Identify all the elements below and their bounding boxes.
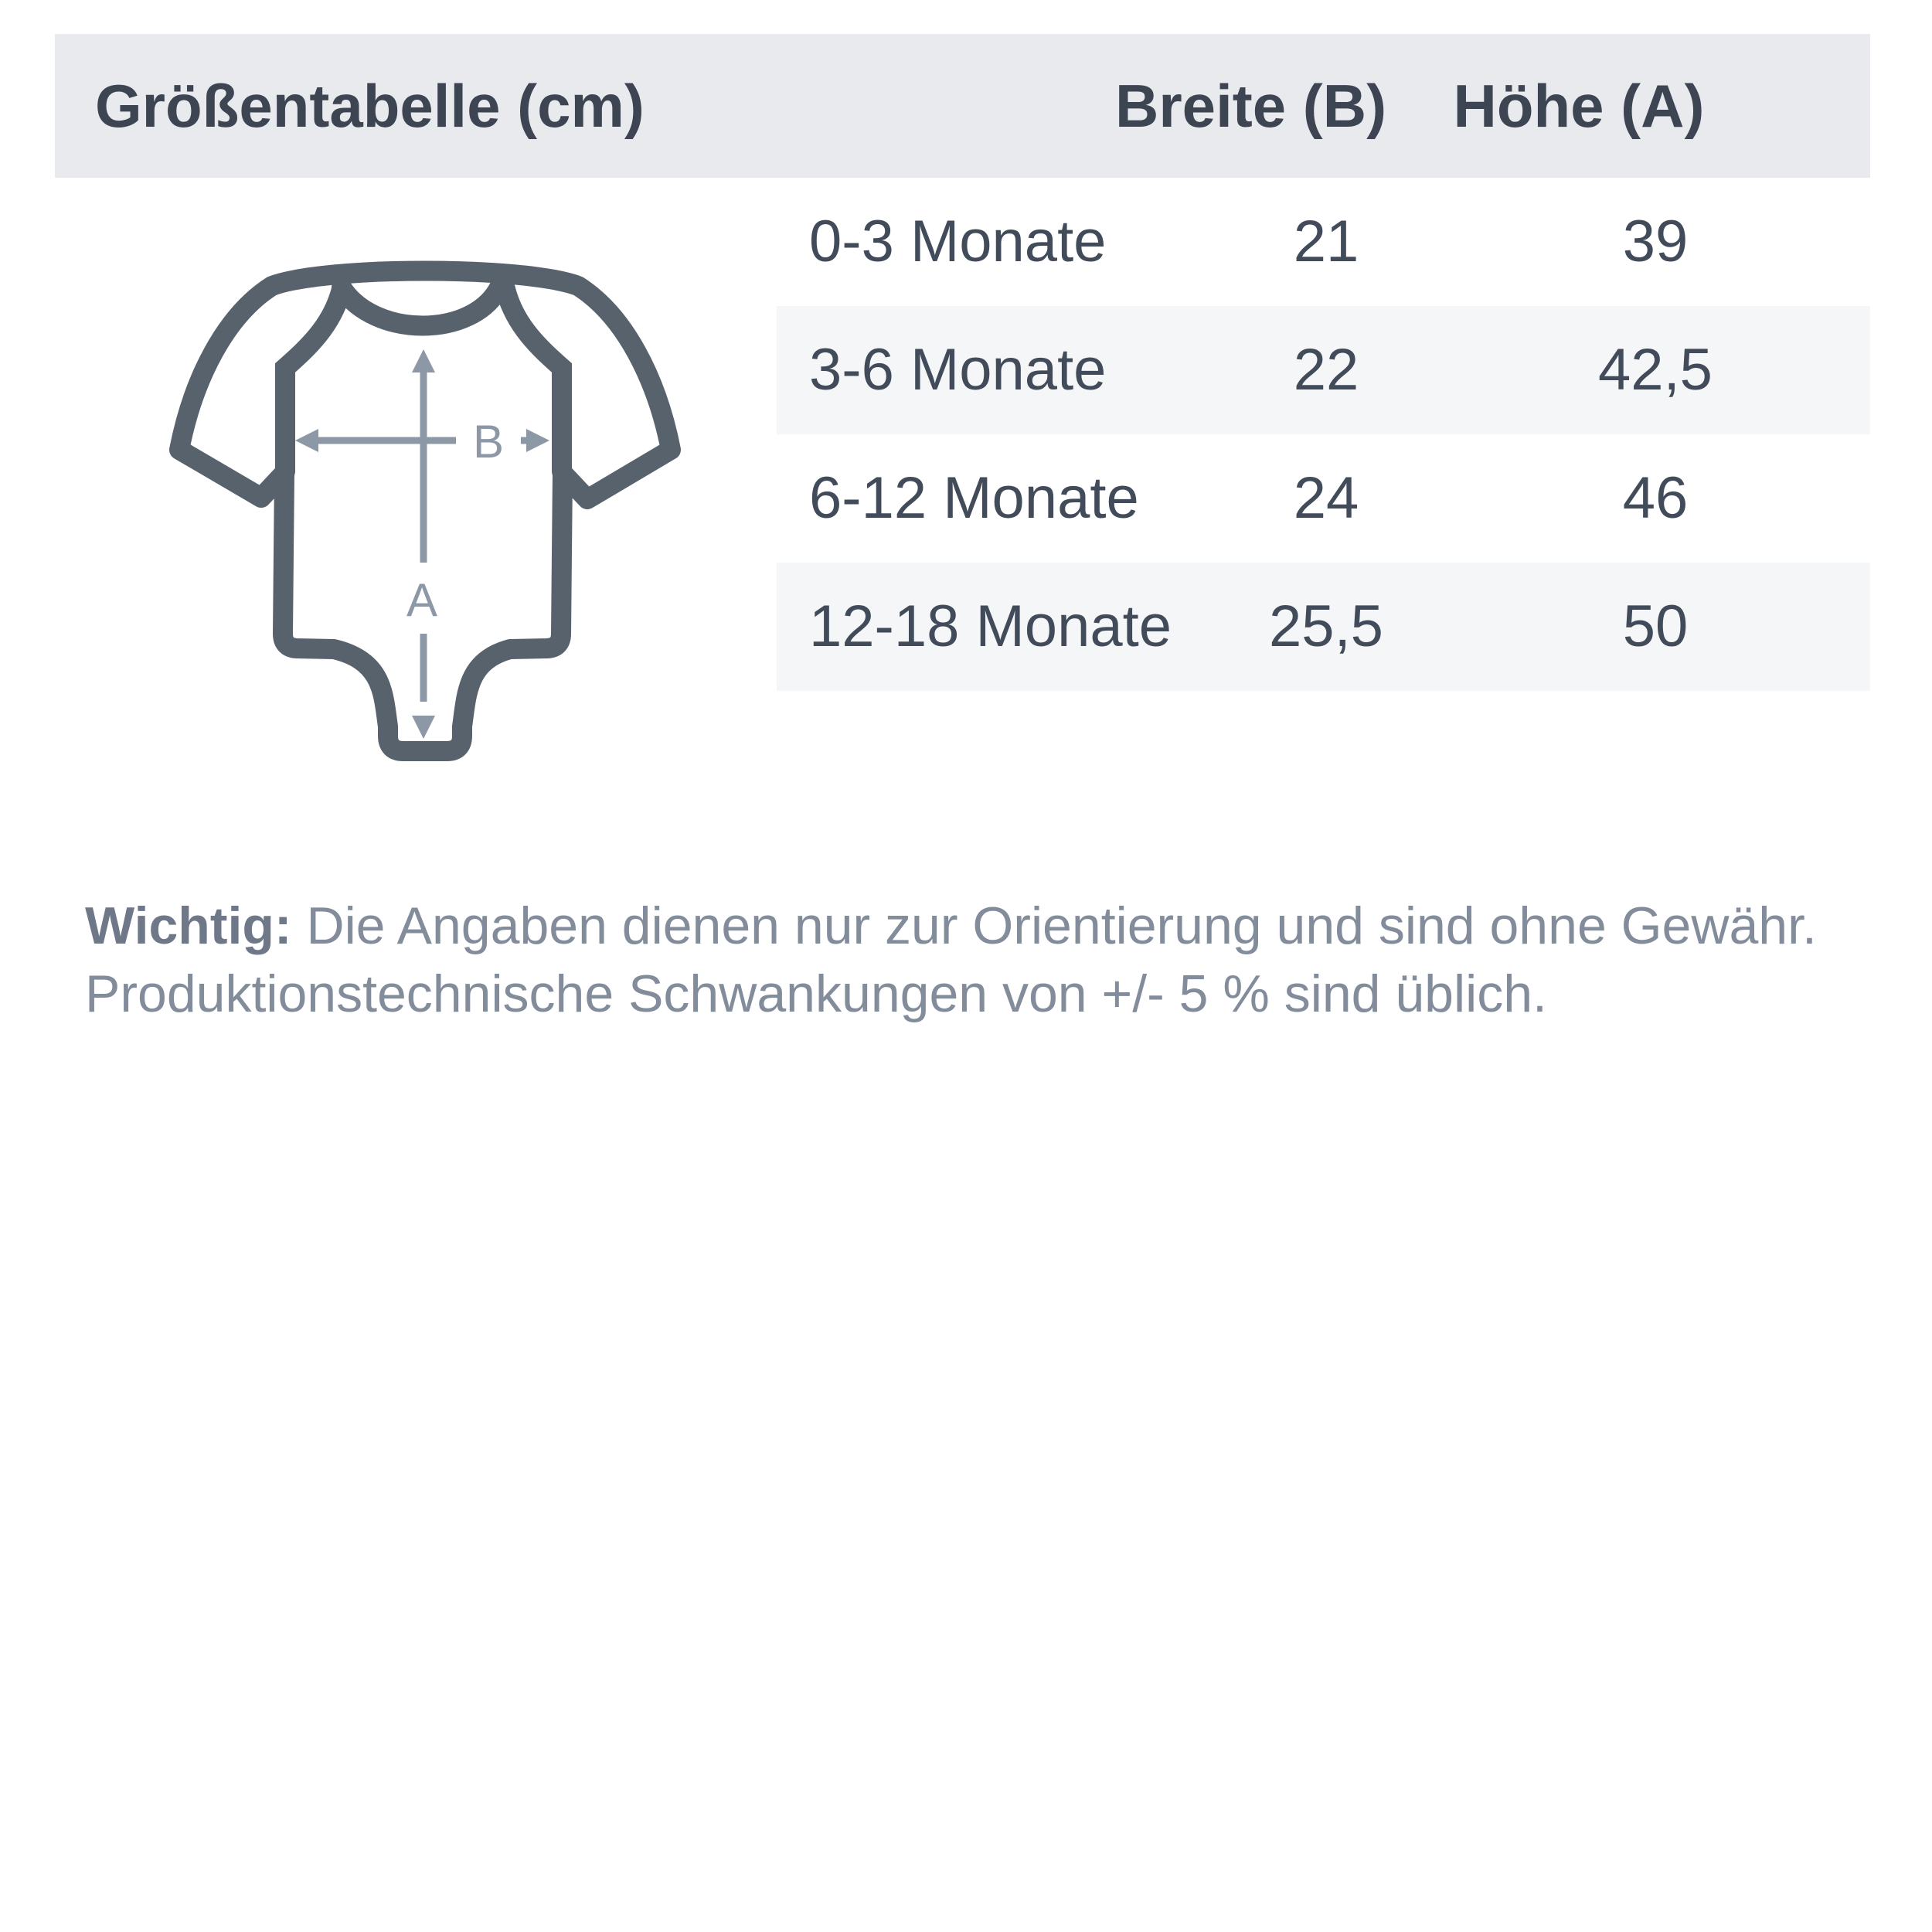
row-height-value: 46 bbox=[1622, 465, 1689, 531]
size-table-header bbox=[55, 34, 1870, 178]
height-label: A bbox=[406, 574, 438, 626]
row-label: 6-12 Monate bbox=[809, 465, 1139, 531]
row-width-value: 21 bbox=[1293, 209, 1359, 274]
row-width-value: 22 bbox=[1293, 337, 1359, 403]
disclaimer-line2: Produktionstechnische Schwankungen von +/- 5 % sind üblich. bbox=[85, 964, 1547, 1023]
table-row bbox=[777, 434, 1870, 563]
row-label: 3-6 Monate bbox=[809, 337, 1107, 403]
size-table-rows bbox=[777, 178, 1870, 691]
disclaimer-lead: Wichtig: bbox=[85, 896, 292, 955]
bodysuit-measure-diagram bbox=[139, 232, 696, 788]
table-row bbox=[777, 563, 1870, 691]
disclaimer-line1: Die Angaben dienen nur zur Orientierung und sind ohne Gewähr. bbox=[291, 896, 1817, 955]
table-row bbox=[777, 178, 1870, 306]
table-row bbox=[777, 306, 1870, 434]
row-width-value: 24 bbox=[1293, 465, 1359, 531]
row-height-value: 39 bbox=[1622, 209, 1689, 274]
row-height-value: 42,5 bbox=[1598, 337, 1713, 403]
row-height-value: 50 bbox=[1622, 594, 1689, 659]
width-label: B bbox=[472, 416, 505, 468]
column-header-width: Breite (B) bbox=[1115, 72, 1387, 140]
size-table-title: Größentabelle (cm) bbox=[95, 72, 645, 140]
row-label: 12-18 Monate bbox=[809, 594, 1172, 659]
row-width-value: 25,5 bbox=[1269, 594, 1383, 659]
row-label: 0-3 Monate bbox=[809, 209, 1107, 274]
disclaimer-note bbox=[85, 892, 1878, 1028]
column-header-height: Höhe (A) bbox=[1453, 72, 1705, 140]
